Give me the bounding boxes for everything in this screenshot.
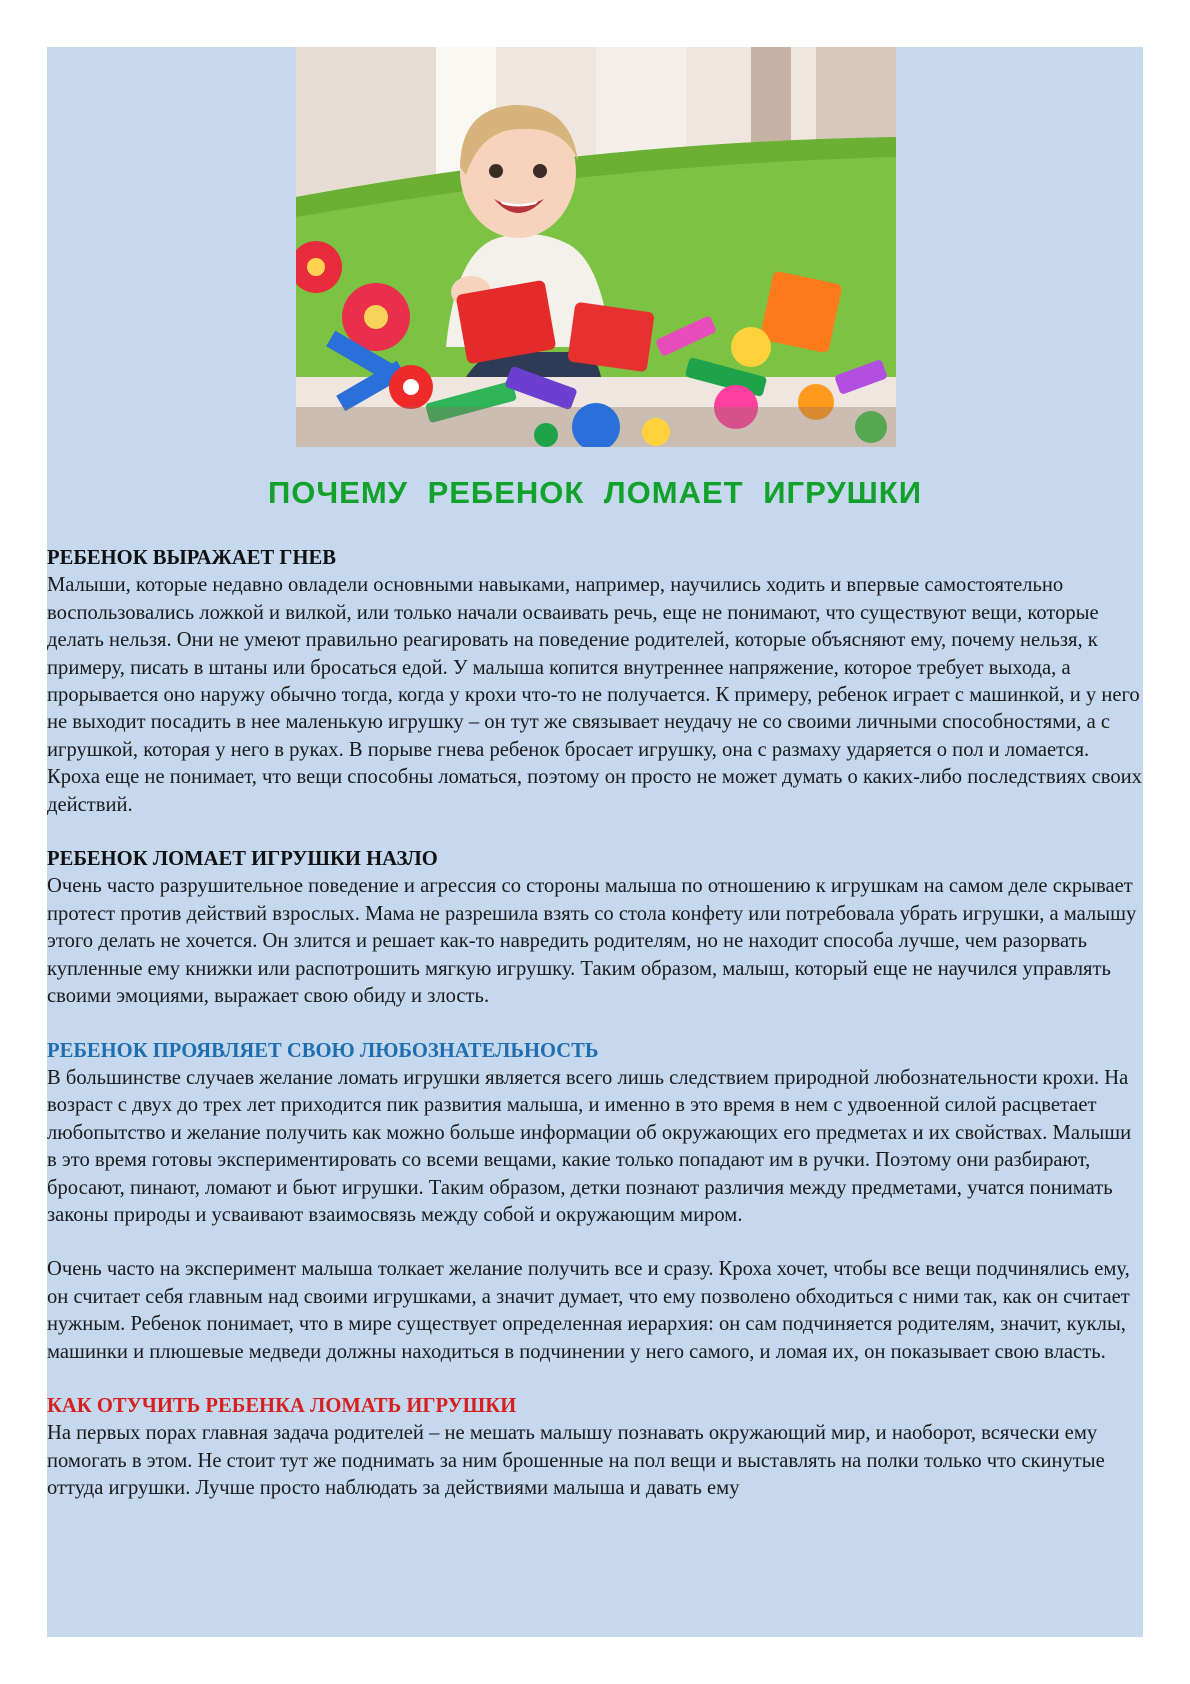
section-paragraph: На первых порах главная задача родителей – не мешать малышу познавать окружающий мир, и наоборот, всячески ему помогать в этом. Не стоит тут же поднимать за ним брошенные на пол вещи и выставлять на полки только что скинутые оттуда игрушки. Лучше просто наблюдать за действиями малыша и давать ему [47,1422,1105,1500]
section-heading: РЕБЕНОК ПРОЯВЛЯЕТ СВОЮ ЛЮБОЗНАТЕЛЬНОСТЬ [47,1039,599,1062]
section-how-to-wean [47,1393,1143,1503]
page-title: ПОЧЕМУ РЕБЕНОК ЛОМАЕТ ИГРУШКИ [268,475,922,510]
section-paragraph: Очень часто разрушительное поведение и агрессия со стороны малыша по отношению к игрушкам на самом деле скрывает протест против действий взрослых. Мама не разрешила взять со стола конфету или потребовала убрать игрушки, а малышу этого делать не хочется. Он злится и решает как-то навредить родителям, но не находит способа лучше, чем разорвать купленные ему книжки или распотрошить мягкую игрушку. Таким образом, малыш, который еще не научился управлять своими эмоциями, выражает свою обиду и злость. [47,875,1137,1008]
section-heading: РЕБЕНОК ЛОМАЕТ ИГРУШКИ НАЗЛО [47,848,438,871]
section-anger [47,545,1143,819]
section-paragraph: Малыши, которые недавно овладели основными навыками, например, научились ходить и впервые самостоятельно воспользовались ложкой и вилкой, или только начали осваивать речь, еще не понимают, что существуют вещи, которые делать нельзя. Они не умеют правильно реагировать на поведение родителей, которые объясняют ему, почему нельзя, к примеру, писать в штаны или бросаться едой. У малыша копится внутреннее напряжение, которое требует выхода, а прорывается оно наружу обычно тогда, когда у крохи что-то не получается. К примеру, ребенок играет с машинкой, и у него не выходит посадить в нее маленькую игрушку – он тут же связывает неудачу не со своими личными способностями, а с игрушкой, которая у него в руках. В порыве гнева ребенок бросает игрушку, она с размаху ударяется о пол и ломается. Кроха еще не понимает, что вещи способны ломаться, поэтому он просто не может думать о каких-либо последствиях своих действий. [47,574,1142,816]
child-with-toys-photo [296,47,896,447]
content-panel [47,47,1143,1637]
article-body [47,545,1143,1530]
section-heading: РЕБЕНОК ВЫРАЖАЕТ ГНЕВ [47,547,337,569]
section-curiosity [47,1038,1143,1366]
section-paragraph: В большинстве случаев желание ломать игрушки является всего лишь следствием природной любознательности крохи. На возраст с двух до трех лет приходится пик развития малыша, и именно в это время в нем с удвоенной силой расцветает любопытство и желание получить как можно больше информации об окружающих его предметах и их свойствах. Малыши в это время готовы экспериментировать со всеми вещами, какие только попадают им в ручки. Поэтому они разбирают, бросают, пинают, ломают и бьют игрушки. Таким образом, детки познают различия между предметами, учатся понимать законы природы и усваивают взаимосвязь между собой и окружающим миром. [47,1066,1132,1226]
section-heading: КАК ОТУЧИТЬ РЕБЕНКА ЛОМАТЬ ИГРУШКИ [47,1394,517,1417]
photo-illustration [296,47,896,447]
section-spite [47,846,1143,1010]
section-paragraph: Очень часто на эксперимент малыша толкает желание получить все и сразу. Кроха хочет, чтобы все вещи подчинялись ему, он считает себя главным над своими игрушками, а значит думает, что ему позволено обходиться с ними так, как он считает нужным. Ребенок понимает, что в мире существует определенная иерархия: он сам подчиняется родителям, значит, куклы, машинки и плюшевые медведи должны находиться в подчинении у него самого, и ломая их, он показывает свою власть. [47,1258,1130,1363]
